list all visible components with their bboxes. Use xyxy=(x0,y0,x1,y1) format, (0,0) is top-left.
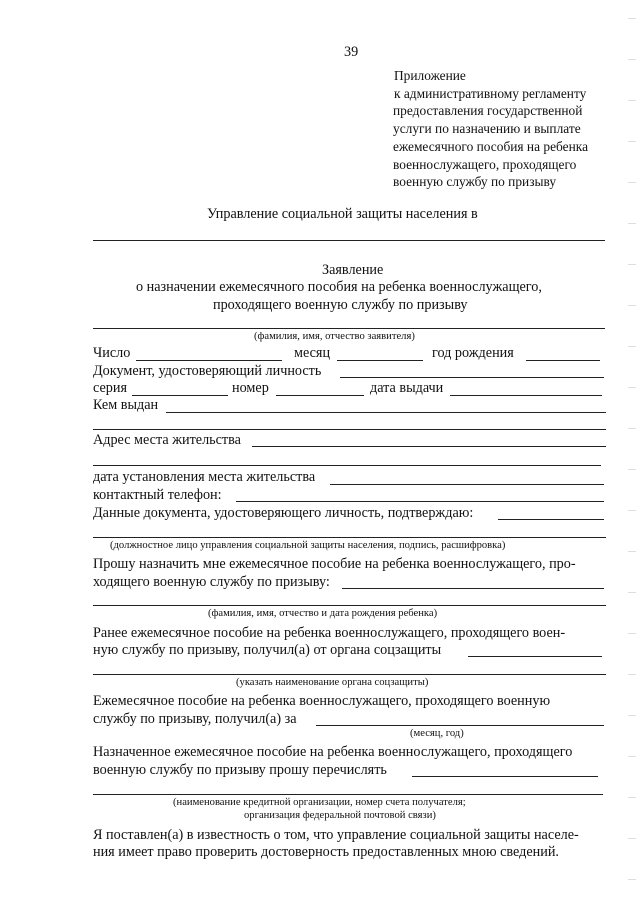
issue-date-label: дата выдачи xyxy=(370,380,444,396)
child-field[interactable] xyxy=(342,588,604,589)
statement-subtitle-1: о назначении ежемесячного пособия на ребенка военнослужащего, xyxy=(136,279,542,295)
appendix-line-4: услуги по назначению и выплате xyxy=(393,121,581,136)
phone-field[interactable] xyxy=(236,501,604,502)
applicant-fio-caption: (фамилия, имя, отчество заявителя) xyxy=(254,331,415,342)
address-label: Адрес места жительства xyxy=(93,432,241,448)
applicant-fio-line[interactable] xyxy=(93,328,605,329)
department-fill-line xyxy=(93,240,605,241)
transfer-field-2[interactable] xyxy=(93,794,603,795)
previous-organ-field-2[interactable] xyxy=(93,674,606,675)
received-line-1: Ежемесячное пособие на ребенка военнослужащего, проходящего военную xyxy=(93,693,551,709)
child-caption: (фамилия, имя, отчество и дата рождения ребенка) xyxy=(208,608,438,619)
request-line-1: Прошу назначить мне ежемесячное пособие на ребенка военнослужащего, про- xyxy=(93,556,576,572)
received-line-2: службу по призыву, получил(а) за xyxy=(93,711,297,727)
official-signature-line[interactable] xyxy=(93,537,606,538)
issue-date-field[interactable] xyxy=(450,395,602,396)
child-field-2[interactable] xyxy=(93,605,606,606)
received-period-field[interactable] xyxy=(316,725,604,726)
previous-line-2: ную службу по призыву, получил(а) от органа соцзащиты xyxy=(93,642,442,658)
number-field[interactable] xyxy=(276,395,364,396)
identity-doc-field[interactable] xyxy=(340,377,604,378)
request-line-2: ходящего военную службу по призыву: xyxy=(93,574,330,590)
appendix-line-1: Приложение xyxy=(394,68,466,83)
doc-confirm-field[interactable] xyxy=(498,519,604,520)
issued-by-field[interactable] xyxy=(166,412,606,413)
day-field[interactable] xyxy=(136,360,282,361)
appendix-line-3: предоставления государственной xyxy=(393,103,583,118)
day-label: Число xyxy=(93,345,131,361)
birth-year-label: год рождения xyxy=(432,345,514,361)
notice-line-1: Я поставлен(а) в известность о том, что управление социальной защиты населе- xyxy=(93,827,579,843)
transfer-caption-1: (наименование кредитной организации, номер счета получателя; xyxy=(173,797,466,808)
doc-confirm-label: Данные документа, удостоверяющего личность, подтверждаю: xyxy=(93,505,474,521)
address-field-2[interactable] xyxy=(93,465,601,466)
statement-title: Заявление xyxy=(322,262,384,278)
birth-year-field[interactable] xyxy=(526,360,600,361)
month-field[interactable] xyxy=(337,360,423,361)
residence-date-label: дата установления места жительства xyxy=(93,469,316,485)
scan-edge xyxy=(628,0,636,905)
series-field[interactable] xyxy=(132,395,228,396)
previous-caption: (указать наименование органа соцзащиты) xyxy=(236,677,429,688)
official-caption: (должностное лицо управления социальной защиты населения, подпись, расшифровка) xyxy=(110,540,506,551)
phone-label: контактный телефон: xyxy=(93,487,222,503)
appendix-line-5: ежемесячного пособия на ребенка xyxy=(393,139,589,154)
residence-date-field[interactable] xyxy=(330,484,604,485)
number-label: номер xyxy=(232,380,269,396)
issued-by-field-2[interactable] xyxy=(93,429,606,430)
series-label: серия xyxy=(93,380,127,396)
appendix-line-2: к административному регламенту xyxy=(394,86,587,101)
transfer-line-2: военную службу по призыву прошу перечислять xyxy=(93,762,387,778)
transfer-line-1: Назначенное ежемесячное пособие на ребенка военнослужащего, проходящего xyxy=(93,744,573,760)
page-number: 39 xyxy=(344,44,359,60)
transfer-caption-2: организация федеральной почтовой связи) xyxy=(244,810,436,821)
notice-line-2: ния имеет право проверить достоверность предоставленных мною сведений. xyxy=(93,844,559,860)
appendix-line-7: военную службу по призыву xyxy=(393,174,557,189)
statement-subtitle-2: проходящего военную службу по призыву xyxy=(213,297,468,313)
identity-doc-label: Документ, удостоверяющий личность xyxy=(93,363,322,379)
address-field[interactable] xyxy=(252,446,606,447)
previous-line-1: Ранее ежемесячное пособие на ребенка военнослужащего, проходящего воен- xyxy=(93,625,566,641)
received-caption: (месяц, год) xyxy=(410,728,464,739)
transfer-field[interactable] xyxy=(412,776,598,777)
department-title: Управление социальной защиты населения в xyxy=(207,206,478,222)
appendix-line-6: военнослужащего, проходящего xyxy=(393,157,577,172)
issued-by-label: Кем выдан xyxy=(93,397,159,413)
previous-organ-field[interactable] xyxy=(468,656,602,657)
month-label: месяц xyxy=(294,345,331,361)
